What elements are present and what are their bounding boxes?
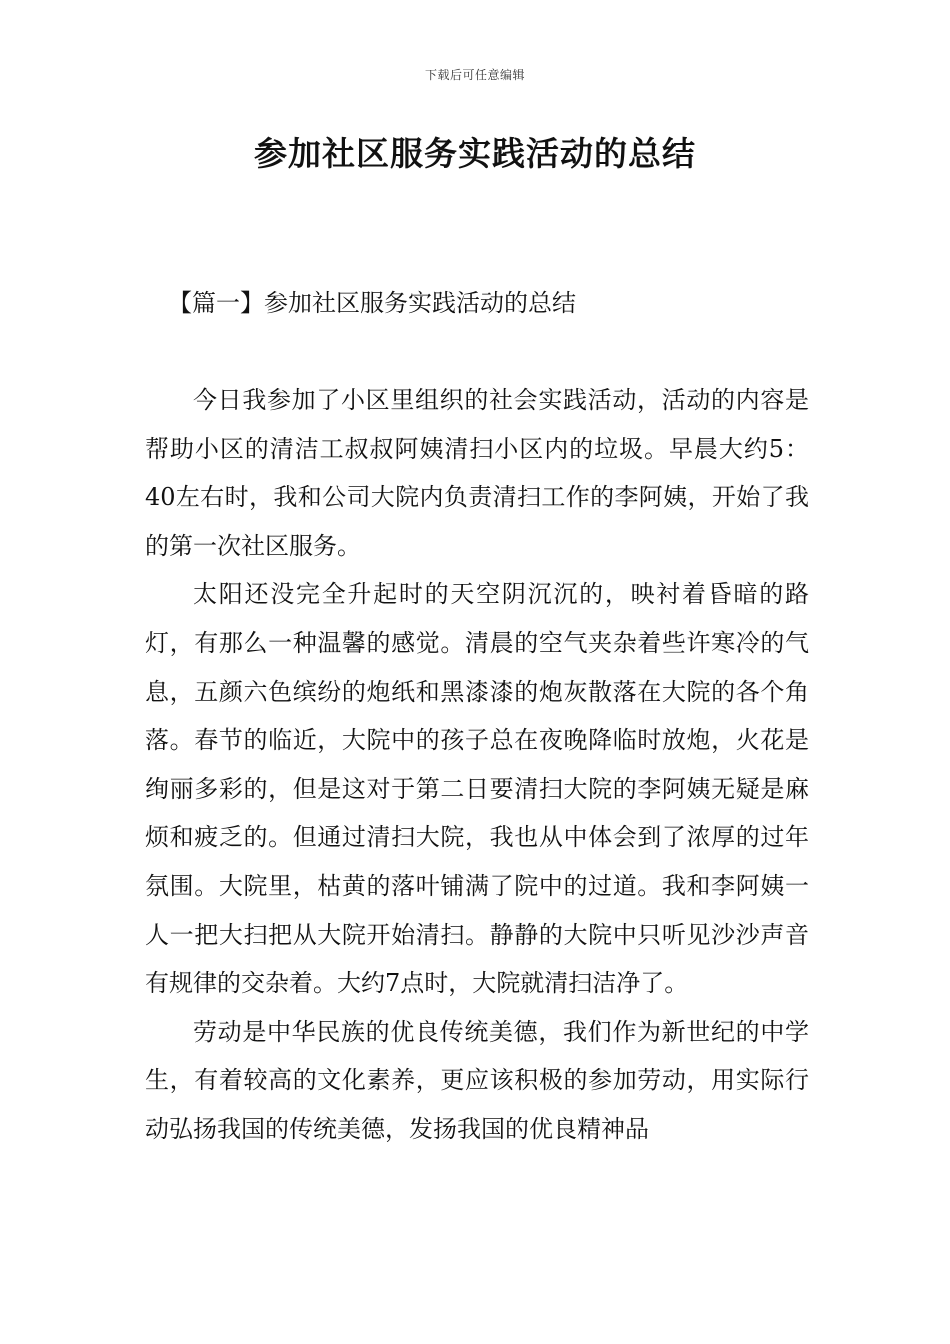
page-header-note: 下载后可任意编辑 bbox=[424, 68, 525, 82]
paragraph-3: 劳动是中华民族的优良传统美德，我们作为新世纪的中学生，有着较高的文化素养，更应该积极的参加劳动，用实际行动弘扬我国的传统美德，发扬我国的优良精神品 bbox=[145, 1017, 809, 1143]
document-body bbox=[145, 376, 809, 1154]
document-title: 参加社区服务实践活动的总结 bbox=[254, 134, 696, 173]
paragraph-2: 太阳还没完全升起时的天空阴沉沉的，映衬着昏暗的路灯，有那么一种温馨的感觉。清晨的空气夹杂着些许寒冷的气息，五颜六色缤纷的炮纸和黑漆漆的炮灰散落在大院的各个角落。春节的临近，大院中的孩子总在夜晚降临时放炮，火花是绚丽多彩的，但是这对于第二日要清扫大院的李阿姨无疑是麻烦和疲乏的。但通过清扫大院，我也从中体会到了浓厚的过年氛围。大院里，枯黄的落叶铺满了院中的过道。我和李阿姨一人一把大扫把从大院开始清扫。静静的大院中只听见沙沙声音有规律的交杂着。大约7点时，大院就清扫洁净了。 bbox=[145, 580, 809, 998]
paragraph-1: 今日我参加了小区里组织的社会实践活动，活动的内容是帮助小区的清洁工叔叔阿姨清扫小区内的垃圾。早晨大约5：40左右时，我和公司大院内负责清扫工作的李阿姨，开始了我的第一次社区服务。 bbox=[145, 386, 809, 560]
section-heading: 【篇一】参加社区服务实践活动的总结 bbox=[168, 289, 576, 317]
